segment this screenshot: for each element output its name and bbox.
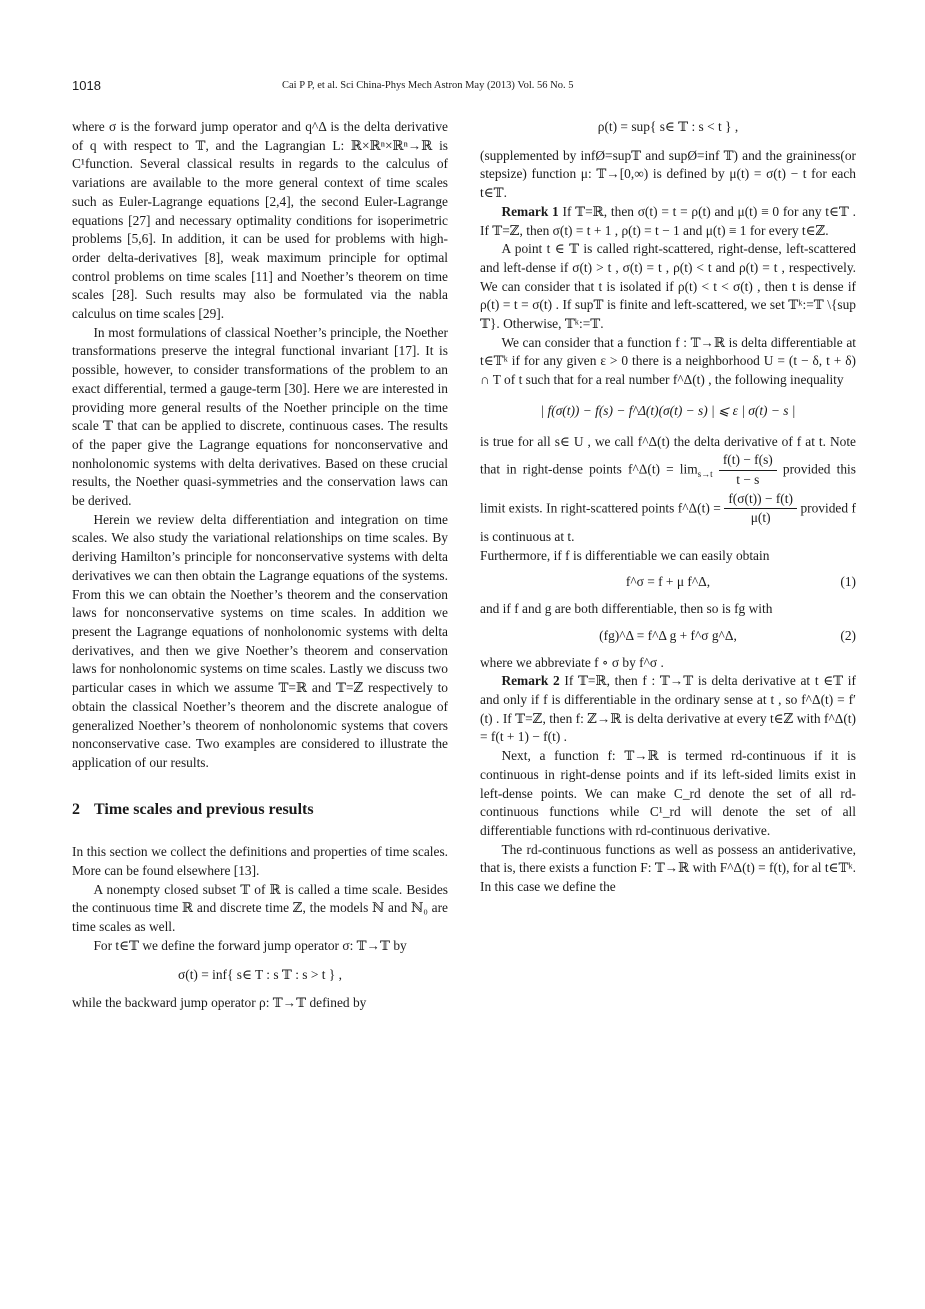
equation-body: (fg)^Δ = f^Δ g + f^σ g^Δ,	[599, 627, 737, 643]
paragraph: The rd-continuous functions as well as possess an antiderivative, that is, there exists a function F: 𝕋→ℝ with F^Δ(t) = f(t), for al t∈𝕋ᵏ. In this case we define the	[480, 841, 856, 895]
paragraph: where σ is the forward jump operator and q^Δ is the delta derivative of q with respect to 𝕋, and the Lagrangian L: ℝ×ℝⁿ×ℝⁿ→ℝ is C¹function. Several classical results in regards to the calculus of variations are available to the more general context of time scales such as Euler-Lagrange equations [2,4], the second Euler-Lagrange equations [27] and necessary optimality conditions for isoperimetric problems [5,6]. In addition, it can be used for problems with high-order delta-derivatives [8], weak maximum principle for optimal control problems on time scales [11] and Noether’s theorem on time scales [28]. Such results may also be formulated via the nabla calculus on time scales [29].	[72, 119, 448, 322]
remark-2	[480, 672, 856, 747]
fraction-denominator: μ(t)	[750, 510, 771, 526]
paragraph: and if f and g are both differentiable, then so is fg with	[480, 601, 773, 617]
text: provided this limit exists. In right-scattered points f^Δ(t) =	[480, 461, 856, 515]
paragraph: A nonempty closed subset 𝕋 of ℝ is called a time scale. Besides the continuous time ℝ and discrete time ℤ, the models ℕ and ℕ₀ are time scales as well.	[72, 881, 448, 935]
section-number: 2	[72, 800, 80, 818]
paragraph: We can consider that a function f : 𝕋→ℝ is delta differentiable at t∈𝕋ᵏ if for any given ε > 0 there is a neighborhood U = (t − δ, t + δ) ∩ T of t such that for a real number f^Δ(t) , the following inequality	[480, 334, 856, 388]
inequality: | f(σ(t)) − f(s) − f^Δ(t)(σ(t) − s) | ⩽ ε | σ(t) − s |	[540, 402, 796, 418]
fraction-numerator: f(t) − f(s)	[719, 451, 777, 471]
paragraph: Furthermore, if f is differentiable we can easily obtain	[480, 547, 770, 563]
paragraph: A point t ∈ 𝕋 is called right-scattered, right-dense, left-scattered and left-dense if σ(t) > t , σ(t) = t , ρ(t) < t and ρ(t) = t , respectively. We can consider that t is isolated if ρ(t) < t < σ(t) , then t is dense if ρ(t) = t = σ(t) . If sup𝕋 is finite and left-scattered, we set 𝕋ᵏ:=𝕋 \{sup 𝕋}. Otherwise, 𝕋ᵏ:=𝕋.	[480, 241, 856, 332]
left-column	[72, 118, 448, 1013]
page-header	[72, 78, 853, 98]
section-heading	[72, 801, 448, 820]
paragraph: Herein we review delta differentiation and integration on time scales. We also study the variational relationships on time scales. By deriving Hamilton’s principle for nonconservative systems with delta derivatives we can then obtain the Lagrange equations of the systems. From this we can obtain the Noether’s theorem and the conservation laws for nonconservative systems on time scales. In addition we present the Lagrange equations of nonholonomic systems with delta derivatives, and then we give Noether’s theorem and conservation laws for nonholonomic systems on time scales. Lastly we discuss two particular cases in which we assume 𝕋=ℝ and 𝕋=ℤ respectively to obtain the classical Noether’s theorem and the discrete analogue of generalized Noether’s theorem of nonholonomic systems that covers nonconservative case. Two examples are considered to illustrate the application of our results.	[72, 511, 448, 770]
paragraph: In most formulations of classical Noether’s principle, the Noether transformations preserve the integral functional invariant [17]. It is possible, however, to consider transformations of the problem to an exact differential, termed a gauge-term [30]. Here we are interested in providing more general results of the Noether principle on the time scale 𝕋 that can be applied to discrete, continuous cases. The results of the paper give the Lagrange equations for nonconservative and nonholonomic systems with delta derivatives. Based on these crucial results, the Noether quasi-symmetries and the conservation laws can be derived.	[72, 324, 448, 509]
text: provided f is continuous at t.	[480, 499, 856, 545]
equation-number: (1)	[840, 574, 856, 590]
page-number: 1018	[72, 78, 101, 93]
text: is true for all s∈ U , we call f^Δ(t) the delta derivative of f at t. Note that in right-dense points f^Δ(t) = lim	[480, 433, 856, 477]
equation-sigma: σ(t) = inf{ s∈ T : s 𝕋 : s > t } ,	[178, 966, 342, 982]
remark-label: Remark 2	[501, 673, 560, 689]
paragraph: In this section we collect the definitions and properties of time scales. More can be found elsewhere [13].	[72, 844, 448, 879]
section-title: Time scales and previous results	[94, 800, 314, 818]
right-column	[480, 118, 856, 897]
running-head: Cai P P, et al. Sci China-Phys Mech Astron May (2013) Vol. 56 No. 5	[282, 80, 574, 91]
equation-1	[480, 573, 856, 592]
equation-number: (2)	[840, 627, 856, 643]
remark-text: If 𝕋=ℝ, then σ(t) = t = ρ(t) and μ(t) ≡ 0 for any t∈𝕋 . If 𝕋=ℤ, then σ(t) = t + 1 , ρ(t) = t − 1 and μ(t) ≡ 1 for every t∈ℤ.	[480, 203, 856, 238]
fraction	[724, 490, 797, 528]
paragraph: where we abbreviate f ∘ σ by f^σ .	[480, 654, 664, 670]
fraction	[719, 451, 777, 489]
paragraph	[480, 433, 856, 547]
paragraph: Next, a function f: 𝕋→ℝ is termed rd-continuous if it is continuous in right-dense points and if its left-sided limits exist in left-dense points. We can make C_rd denote the set of all rd-continuous functions while C¹_rd will denote the set of all differentiable functions with rd-continuous derivative.	[480, 748, 856, 838]
equation-body: f^σ = f + μ f^Δ,	[625, 574, 711, 590]
fraction-denominator: t − s	[736, 471, 760, 487]
equation-2	[480, 627, 856, 646]
fraction-numerator: f(σ(t)) − f(t)	[724, 490, 797, 510]
paragraph: (supplemented by infØ=sup𝕋 and supØ=inf 𝕋) and the graininess(or stepsize) function μ: 𝕋→[0,∞) is defined by μ(t) = σ(t) − t for each t∈𝕋.	[480, 147, 856, 201]
paragraph: while the backward jump operator ρ: 𝕋→𝕋 defined by	[72, 995, 367, 1011]
limit-subscript: s→t	[697, 469, 713, 480]
remark-text: If 𝕋=ℝ, then f : 𝕋→𝕋 is delta derivative at t ∈𝕋 if and only if f is differentiable in the ordinary sense at t , so f^Δ(t) = f′(t) . If 𝕋=ℤ, then f: ℤ→ℝ is delta derivative at every t∈ℤ with f^Δ(t) = f(t + 1) − f(t) .	[480, 673, 856, 745]
remark-label: Remark 1	[501, 203, 559, 219]
paragraph: For t∈𝕋 we define the forward jump operator σ: 𝕋→𝕋 by	[93, 937, 407, 953]
remark-1	[480, 203, 856, 240]
equation-rho: ρ(t) = sup{ s∈ 𝕋 : s < t } ,	[597, 119, 739, 134]
